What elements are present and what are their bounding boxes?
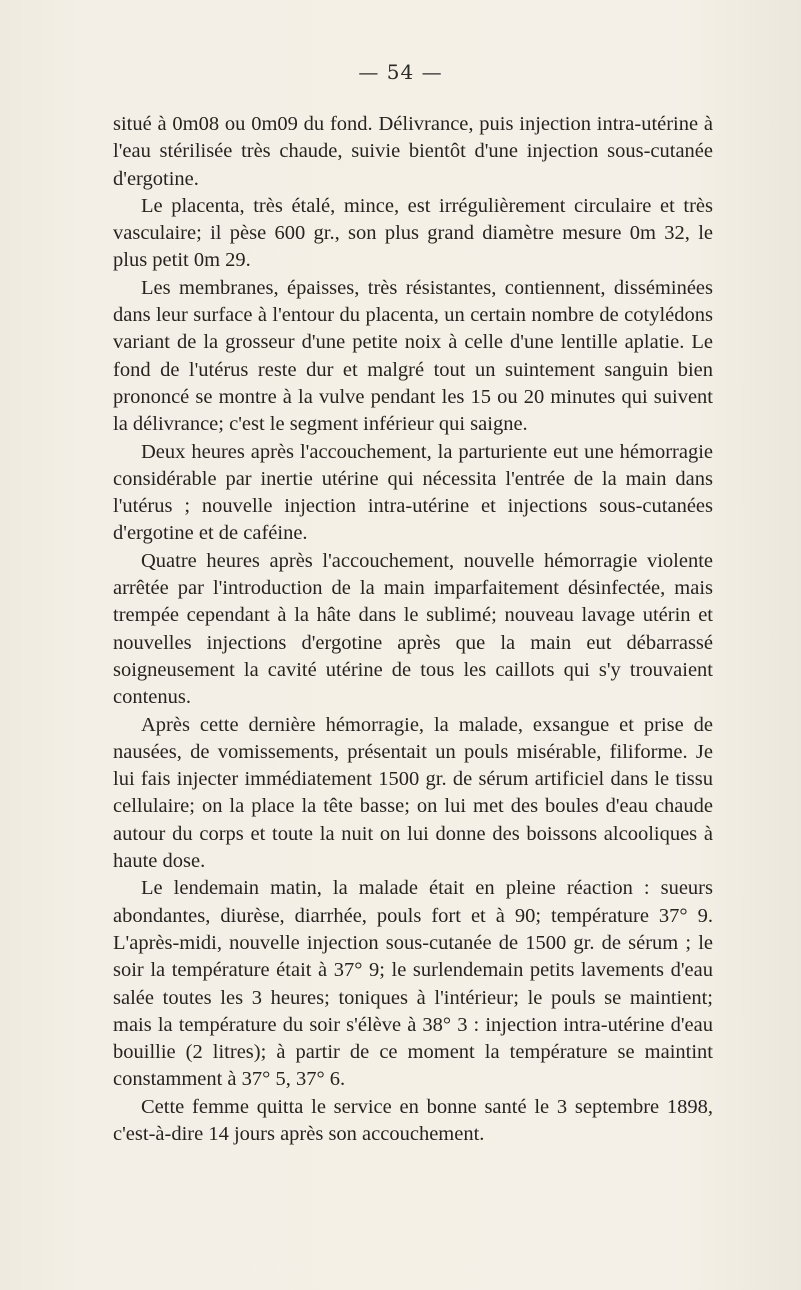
paragraph: Deux heures après l'accouchement, la parturiente eut une hémorragie considérable par inertie utérine qui nécessita l'entrée de la main dans l'utérus ; nouvelle injection intra-utérine et injections sous-cutanées d'ergotine et de caféine. — [113, 440, 713, 545]
body-text — [113, 111, 713, 1148]
paragraph: Cette femme quitta le service en bonne santé le 3 septembre 1898, c'est-à-dire 14 jours après son accouchement. — [113, 1095, 713, 1145]
paragraph: Après cette dernière hémorragie, la malade, exsangue et prise de nausées, de vomissements, présentait un pouls misérable, filiforme. Je lui fais injecter immédiatement 1500 gr. de sérum artificiel dans le tissu cellulaire; on la place la tête basse; on lui met des boules d'eau chaude autour du corps et toute la nuit on lui donne des boissons alcooliques à haute dose. — [113, 713, 713, 873]
paragraph: Quatre heures après l'accouchement, nouvelle hémorragie violente arrêtée par l'introduction de la main imparfaitement désinfectée, mais trempée cependant à la hâte dans le sublimé; nouveau lavage utérin et nouvelles injections d'ergotine après que la main eut débarrassé soigneusement la cavité utérine de tous les caillots qui s'y trouvaient contenus. — [113, 549, 713, 709]
paragraph: Les membranes, épaisses, très résistantes, contiennent, disséminées dans leur surface à l'entour du placenta, un certain nombre de cotylédons variant de la grosseur d'une petite noix à celle d'une lentille aplatie. Le fond de l'utérus reste dur et malgré tout un suintement sanguin bien prononcé se montre à la vulve pendant les 15 ou 20 minutes qui suivent la délivrance; c'est le segment inférieur qui saigne. — [113, 276, 713, 436]
paragraph: Le placenta, très étalé, mince, est irrégulièrement circulaire et très vasculaire; il pèse 600 gr., son plus grand diamètre mesure 0m 32, le plus petit 0m 29. — [113, 194, 713, 272]
page-number: — 54 — — [358, 60, 443, 84]
paragraph: situé à 0m08 ou 0m09 du fond. Délivrance, puis injection intra-utérine à l'eau stérilisée très chaude, suivie bientôt d'une injection sous-cutanée d'ergotine. — [113, 113, 713, 190]
paragraph: Le lendemain matin, la malade était en pleine réaction : sueurs abondantes, diurèse, diarrhée, pouls fort et à 90; température 37° 9. L'après-midi, nouvelle injection sous-cutanée de 1500 gr. de sérum ; le soir la température était à 37° 9; le surlendemain petits lavements d'eau salée toutes les 3 heures; toniques à l'intérieur; le pouls se maintient; mais la température du soir s'élève à 38° 3 : injection intra-utérine d'eau bouillie (2 litres); à partir de ce moment la température se maintint constamment à 37° 5, 37° 6. — [113, 877, 713, 1091]
